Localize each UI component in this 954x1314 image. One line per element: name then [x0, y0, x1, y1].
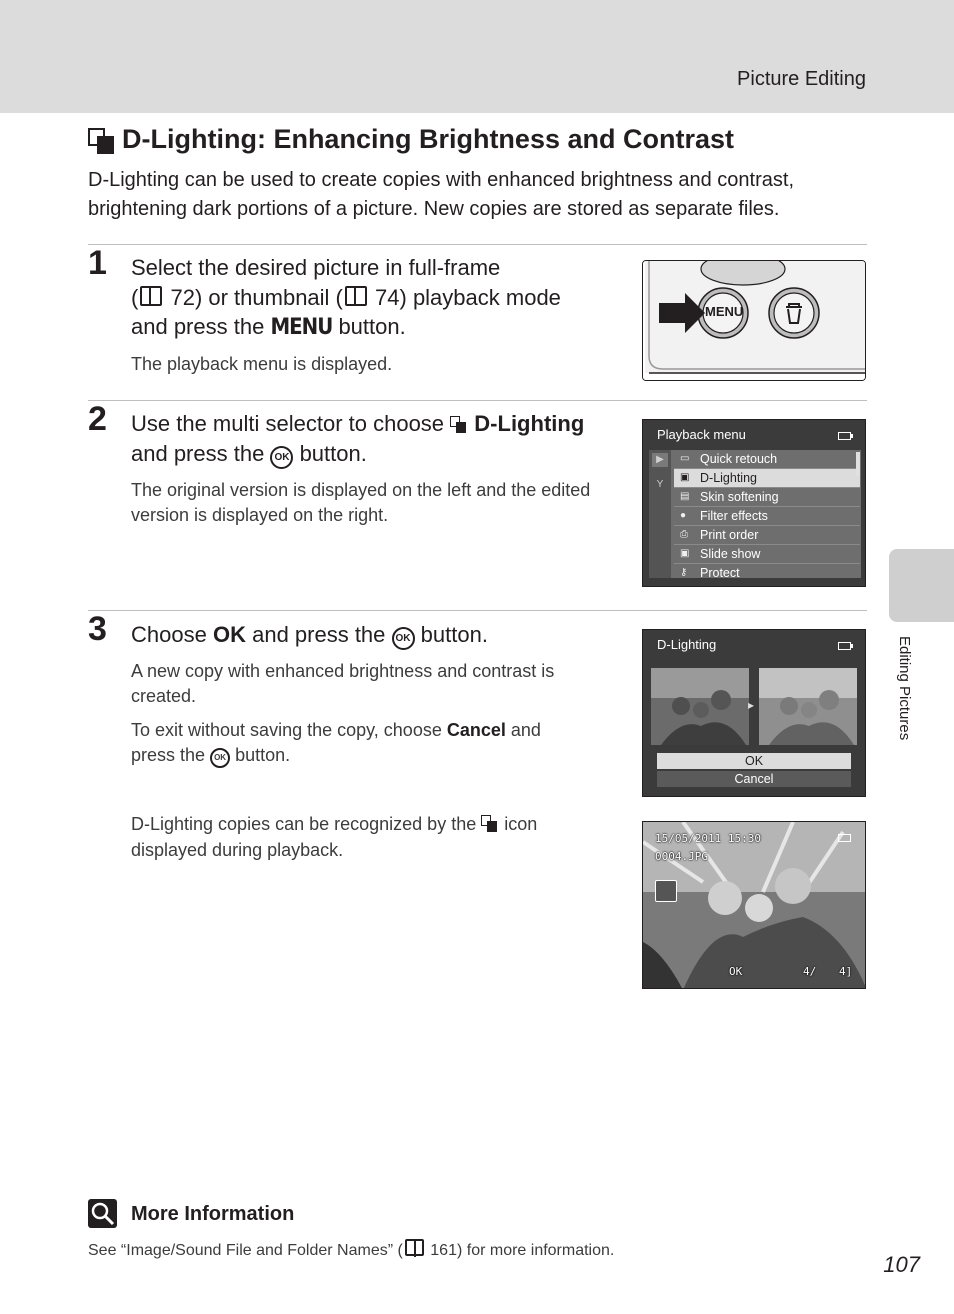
page-title: [88, 124, 734, 155]
compare-arrow-icon: ▸: [748, 698, 755, 712]
quick-retouch-icon: ▭: [680, 453, 690, 464]
step-1-line-2: ( 72) or thumbnail ( 74) playback mode: [131, 284, 561, 310]
header-band: [0, 0, 954, 113]
menu-item-print-order[interactable]: ⎙ Print order: [674, 526, 860, 545]
step-1-sub: The playback menu is displayed.: [131, 354, 393, 374]
menu-item-skin-softening[interactable]: ▤ Skin softening: [674, 488, 860, 507]
camera-buttons-figure: [642, 260, 866, 381]
battery-icon: [838, 642, 851, 650]
slide-show-icon: ▣: [680, 548, 690, 559]
cancel-option[interactable]: Cancel: [657, 771, 851, 787]
d-lighting-icon: [450, 416, 468, 434]
ok-option[interactable]: OK: [657, 753, 851, 769]
page-title-text: D-Lighting: Enhancing Brightness and Contrast: [122, 124, 734, 154]
page-number: 107: [883, 1252, 920, 1277]
counter-total: 4]: [839, 965, 853, 978]
menu-item-slide-show[interactable]: ▣ Slide show: [674, 545, 860, 564]
side-tab-label: Editing Pictures: [896, 636, 913, 741]
step-1-line-3: and press the MENU button.: [131, 314, 406, 340]
d-lighting-icon: [655, 880, 677, 902]
step-3-sub-2: To exit without saving the copy, choose Cancel and press the OK button.: [131, 718, 541, 768]
step-3-heading: Choose OK and press the OK button.: [131, 620, 488, 650]
battery-icon: [838, 432, 851, 440]
camera-back-illustration: [643, 261, 866, 381]
step-1-line-1: Select the desired picture in full-frame: [131, 255, 501, 280]
d-lighting-note: D-Lighting copies can be recognized by the icon displayed during playback.: [131, 814, 538, 860]
step-2-sub: The original version is displayed on the left and the edited version is displayed on the right.: [131, 480, 591, 525]
menu-title: Playback menu: [657, 427, 746, 442]
step-number: 1: [88, 244, 107, 282]
playback-photo: [643, 822, 866, 989]
menu-glyph: MENU: [270, 315, 333, 340]
step-3-sub-1: A new copy with enhanced brightness and contrast is created.: [131, 661, 555, 706]
filter-effects-icon: ●: [680, 510, 687, 521]
menu-list: [674, 450, 860, 582]
skin-softening-icon: ▤: [680, 491, 690, 502]
original-photo: [651, 668, 749, 745]
menu-item-filter-effects[interactable]: ● Filter effects: [674, 507, 860, 526]
menu-item-d-lighting[interactable]: ▣ D-Lighting: [674, 469, 860, 488]
divider: [88, 610, 867, 611]
counter-current: 4/: [803, 965, 817, 978]
ok-readout: OK: [729, 965, 743, 978]
playback-tab-icon: ▶: [652, 453, 668, 467]
datetime-readout: 15/05/2011 15:30: [655, 832, 761, 845]
ok-button-icon: OK: [210, 748, 230, 768]
print-order-icon: ⎙: [680, 529, 688, 540]
section-name: Picture Editing: [737, 68, 866, 90]
intro-paragraph: D-Lighting can be used to create copies with enhanced brightness and contrast, brightening dark portions of a picture. New copies are stored as separate files.: [88, 169, 794, 220]
step-number: 2: [88, 400, 107, 438]
menu-button-label: MENU: [705, 304, 744, 319]
scrollbar[interactable]: [856, 452, 860, 476]
step-2-heading: Use the multi selector to choose D-Lighting and press the OK button.: [131, 409, 584, 469]
battery-icon: [838, 834, 851, 842]
side-tab: [889, 549, 954, 622]
more-information-title: More Information: [131, 1203, 295, 1225]
menu-body: [649, 450, 861, 578]
edited-photo: [759, 668, 857, 745]
menu-item-quick-retouch[interactable]: ▭ Quick retouch: [674, 450, 860, 469]
more-information-text: See “Image/Sound File and Folder Names” ( 161) for more information.: [88, 1239, 614, 1260]
ok-button-icon: OK: [270, 446, 293, 469]
ok-button-icon: OK: [392, 627, 415, 650]
d-lighting-screen: [642, 629, 866, 797]
step-1-heading: [131, 253, 561, 343]
d-lighting-icon: [481, 815, 499, 833]
book-ref-icon: [140, 286, 162, 306]
playback-menu-screen: [642, 419, 866, 587]
book-ref-icon: [405, 1239, 424, 1256]
divider: [88, 400, 867, 401]
screen-title: D-Lighting: [657, 637, 717, 652]
filename-readout: 0004.JPG: [655, 850, 708, 863]
setup-tab-icon: Y: [656, 479, 664, 490]
playback-screen: [642, 821, 866, 989]
more-information-icon: [88, 1199, 117, 1228]
d-lighting-icon: [88, 128, 114, 152]
step-number: 3: [88, 610, 107, 648]
d-lighting-icon: ▣: [680, 472, 690, 483]
book-ref-icon: [345, 286, 367, 306]
protect-icon: ⚷: [680, 567, 688, 578]
menu-side-tabs: [649, 450, 671, 578]
divider: [88, 244, 867, 245]
menu-item-protect[interactable]: ⚷ Protect: [680, 566, 740, 580]
